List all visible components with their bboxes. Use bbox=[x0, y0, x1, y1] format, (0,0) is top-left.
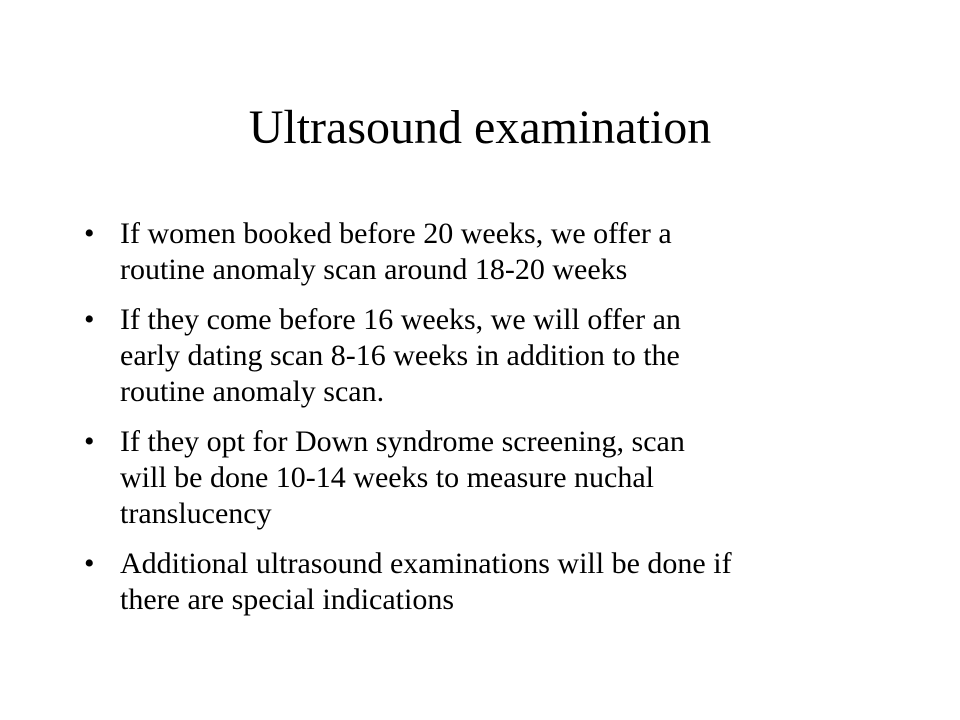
bullet-item bbox=[84, 424, 904, 532]
bullet-text-line: Additional ultrasound examinations will be done if bbox=[120, 547, 732, 580]
bullet-item bbox=[84, 216, 904, 288]
bullet-text-line: If they opt for Down syndrome screening, scan bbox=[120, 425, 685, 458]
bullet-text-line: routine anomaly scan around 18-20 weeks bbox=[120, 253, 628, 286]
bullet-icon: • bbox=[84, 547, 95, 580]
bullet-list bbox=[84, 216, 904, 632]
bullet-text-line: early dating scan 8-16 weeks in addition to the bbox=[120, 339, 680, 372]
bullet-text-line: there are special indications bbox=[120, 583, 455, 616]
bullet-text-line: If they come before 16 weeks, we will offer an bbox=[120, 303, 681, 336]
bullet-text-line: translucency bbox=[120, 497, 272, 530]
bullet-item bbox=[84, 302, 904, 410]
bullet-text-line: If women booked before 20 weeks, we offer a bbox=[120, 217, 672, 250]
bullet-item bbox=[84, 546, 904, 618]
bullet-text-line: will be done 10-14 weeks to measure nuchal bbox=[120, 461, 655, 494]
bullet-icon: • bbox=[84, 425, 95, 458]
bullet-icon: • bbox=[84, 303, 95, 336]
bullet-text-line: routine anomaly scan. bbox=[120, 375, 385, 408]
slide-title: Ultrasound examination bbox=[248, 101, 712, 154]
bullet-icon: • bbox=[84, 217, 95, 250]
